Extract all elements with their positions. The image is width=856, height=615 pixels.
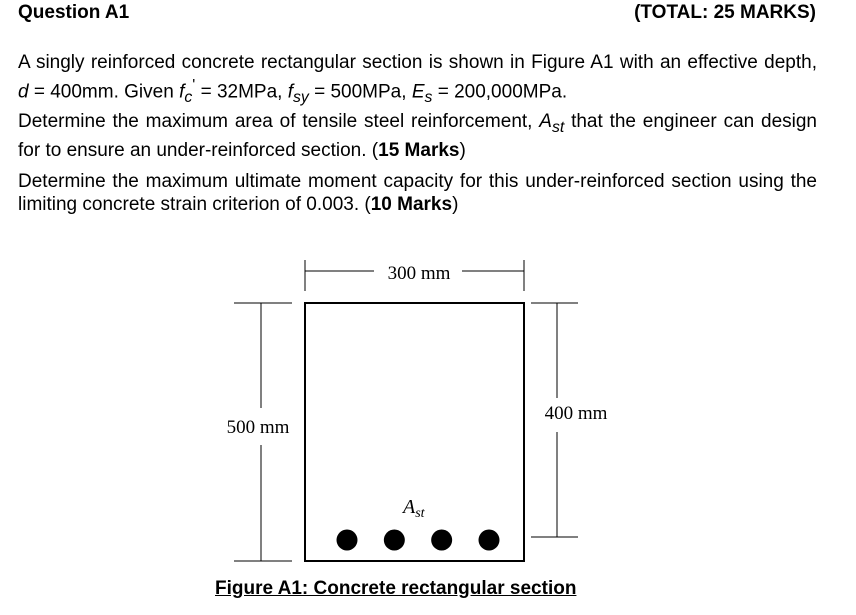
es-symbol: E (411, 81, 425, 103)
intro-text-2: = 400mm. Given (28, 81, 180, 103)
intro-text-3: = 32MPa, (195, 81, 288, 103)
task1-text-2: that the engineer can design for to ensure an under-reinforced section. ( (18, 111, 817, 161)
question-title: Question A1 (18, 2, 130, 23)
rebar-group (337, 530, 500, 551)
es-subscript: s (424, 89, 433, 107)
rebar-4 (479, 530, 500, 551)
figure-caption: Figure A1: Concrete rectangular section (215, 578, 577, 599)
depth-symbol: d (18, 81, 29, 103)
fc-symbol: f (179, 81, 185, 103)
task2-text-2: ) (452, 194, 459, 215)
task2-marks: 10 Marks (370, 194, 453, 215)
steel-label-sub: st (415, 506, 425, 521)
task2-text-1: Determine the maximum ultimate moment capacity for this under-reinforced section using the limiting concrete strain criterion of 0.003. ( (18, 171, 817, 215)
fc-prime: ' (192, 77, 196, 94)
total-marks: (TOTAL: 25 MARKS) (634, 2, 816, 23)
steel-label-main: A (403, 496, 416, 518)
ast-subscript: st (551, 118, 565, 136)
rebar-1 (337, 530, 358, 551)
fsy-symbol: f (287, 81, 293, 103)
intro-text-4: = 500MPa, (308, 81, 412, 103)
intro-text-5: = 200,000MPa. (432, 81, 568, 103)
ast-symbol: A (539, 111, 552, 132)
width-label: 300 mm (387, 263, 451, 284)
depth-label: 400 mm (544, 403, 608, 424)
task1-text-1: Determine the maximum area of tensile steel reinforcement, (18, 111, 540, 132)
task1-text-3: ) (459, 139, 466, 161)
fc-subscript: c (184, 89, 193, 107)
rebar-2 (384, 530, 405, 551)
height-label: 500 mm (226, 417, 290, 438)
steel-label (401, 496, 426, 521)
section-outline (305, 303, 524, 561)
task1-marks: 15 Marks (378, 139, 460, 161)
intro-text-1: A singly reinforced concrete rectangular section is shown in Figure A1 with an effective depth, (18, 52, 817, 73)
rebar-3 (431, 530, 452, 551)
fsy-subscript: sy (293, 89, 309, 107)
